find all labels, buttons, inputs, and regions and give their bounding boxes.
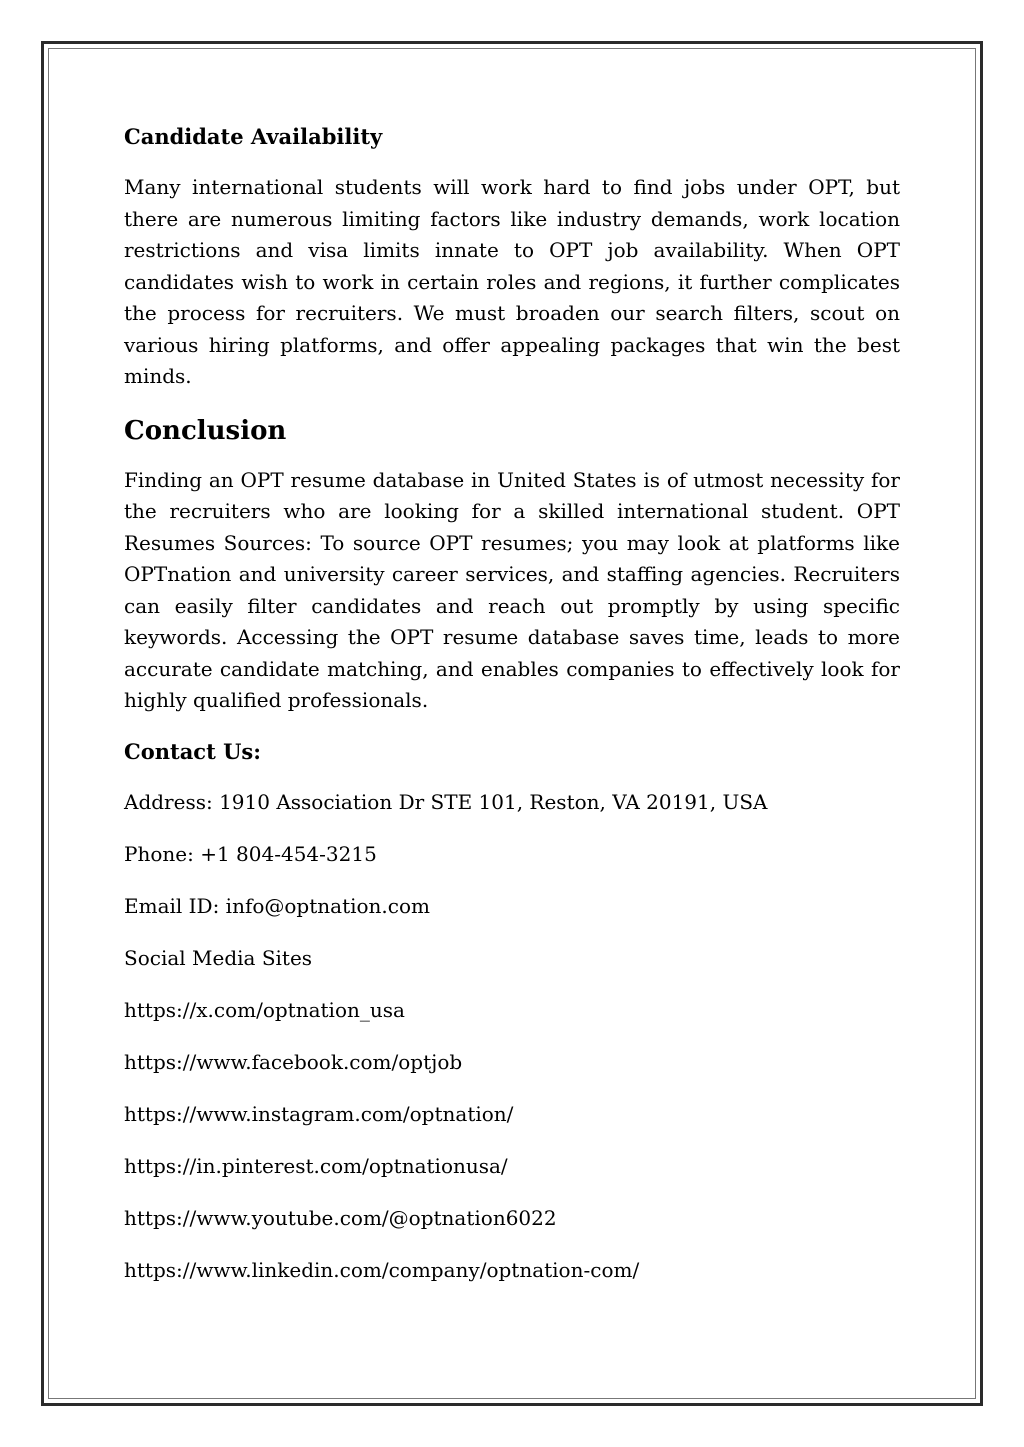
social-link-youtube-text[interactable]: https://www.youtube.com/@optnation6022 bbox=[124, 1205, 557, 1230]
social-link-pinterest-text[interactable]: https://in.pinterest.com/optnationusa/ bbox=[124, 1153, 508, 1178]
conclusion-paragraph: Finding an OPT resume database in United States is of utmost necessity for the recruiters who are looking for a skilled international student. OPT Resumes Sources: To source OPT resumes; you may look at platforms like OPTnation and university career services, and staffing agencies. Recruiters can easily filter candidates and reach out promptly by using specific keywords. Accessing the OPT resume database saves time, leads to more accurate candidate matching, and enables companies to effectively look for highly qualified professionals. bbox=[124, 467, 900, 712]
contact-heading: Contact Us: bbox=[124, 738, 261, 764]
social-link-pinterest[interactable] bbox=[124, 1151, 900, 1181]
social-link-facebook-text[interactable]: https://www.facebook.com/optjob bbox=[124, 1049, 463, 1074]
conclusion-heading: Conclusion bbox=[124, 415, 287, 446]
social-link-youtube[interactable] bbox=[124, 1203, 900, 1233]
social-media-heading: Social Media Sites bbox=[124, 945, 313, 970]
social-link-x[interactable] bbox=[124, 995, 900, 1025]
contact-phone: Phone: +1 804-454-3215 bbox=[124, 841, 377, 866]
document-body bbox=[124, 120, 900, 1307]
social-link-instagram-text[interactable]: https://www.instagram.com/optnation/ bbox=[124, 1101, 514, 1126]
availability-heading: Candidate Availability bbox=[124, 124, 383, 149]
social-link-instagram[interactable] bbox=[124, 1099, 900, 1129]
social-link-x-text[interactable]: https://x.com/optnation_usa bbox=[124, 997, 405, 1022]
contact-address: Address: 1910 Association Dr STE 101, Reston, VA 20191, USA bbox=[124, 789, 768, 814]
availability-paragraph: Many international students will work hard to find jobs under OPT, but there are numerous limiting factors like industry demands, work location restrictions and visa limits innate to OPT job availability. When OPT candidates wish to work in certain roles and regions, it further complicates the process for recruiters. We must broaden our search filters, scout on various hiring platforms, and offer appealing packages that win the best minds. bbox=[124, 175, 900, 388]
social-link-linkedin[interactable] bbox=[124, 1255, 900, 1285]
social-link-linkedin-text[interactable]: https://www.linkedin.com/company/optnation-com/ bbox=[124, 1257, 640, 1282]
social-link-facebook[interactable] bbox=[124, 1047, 900, 1077]
contact-email: Email ID: info@optnation.com bbox=[124, 893, 430, 918]
